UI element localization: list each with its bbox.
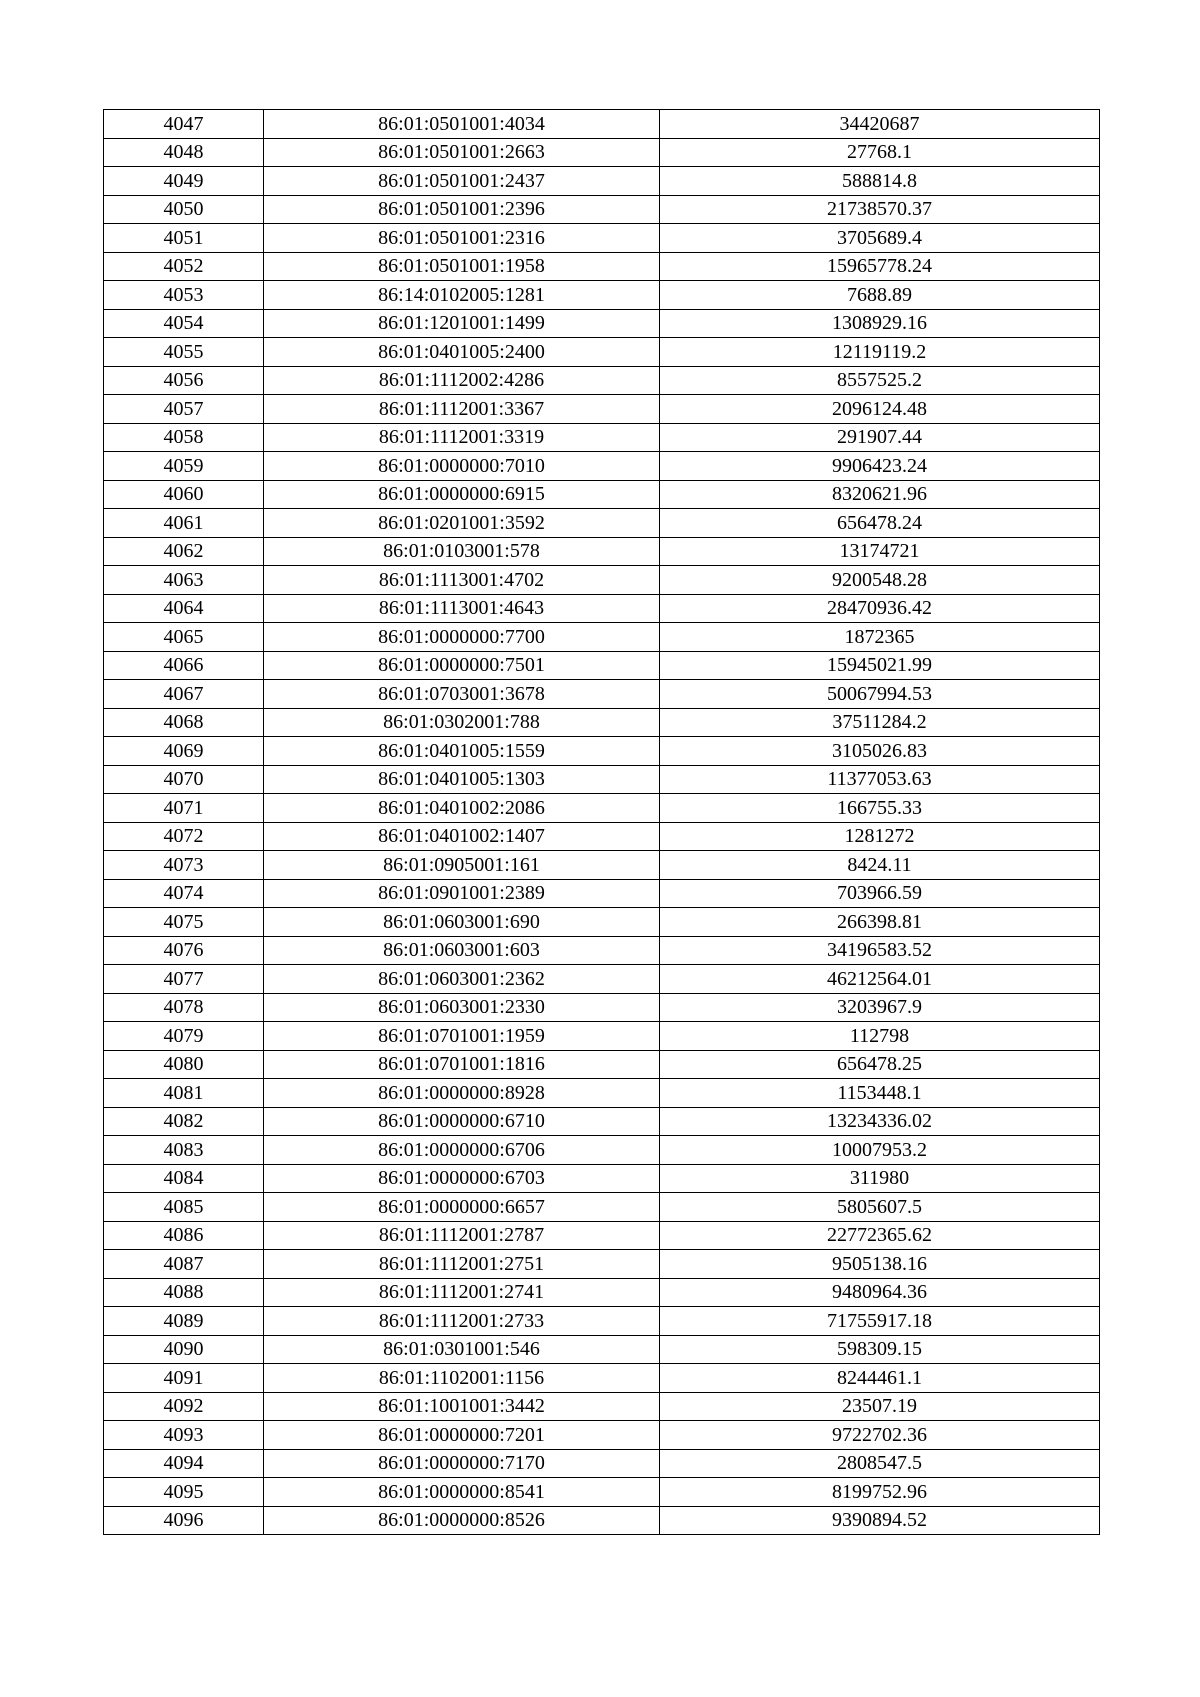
cadastral-number-cell: 86:01:0501001:4034 bbox=[264, 110, 660, 139]
value-cell: 8557525.2 bbox=[660, 366, 1100, 395]
row-number-cell: 4055 bbox=[104, 338, 264, 367]
table-row bbox=[104, 167, 1100, 196]
table-row bbox=[104, 1022, 1100, 1051]
cadastral-number-cell: 86:14:0102005:1281 bbox=[264, 281, 660, 310]
value-cell: 266398.81 bbox=[660, 908, 1100, 937]
row-number-cell: 4068 bbox=[104, 708, 264, 737]
value-cell: 15965778.24 bbox=[660, 252, 1100, 281]
value-cell: 7688.89 bbox=[660, 281, 1100, 310]
cadastral-number-cell: 86:01:1001001:3442 bbox=[264, 1392, 660, 1421]
table-row bbox=[104, 851, 1100, 880]
cadastral-number-cell: 86:01:0901001:2389 bbox=[264, 879, 660, 908]
table-row bbox=[104, 509, 1100, 538]
table-row bbox=[104, 765, 1100, 794]
row-number-cell: 4081 bbox=[104, 1079, 264, 1108]
table-row bbox=[104, 366, 1100, 395]
row-number-cell: 4077 bbox=[104, 965, 264, 994]
row-number-cell: 4088 bbox=[104, 1278, 264, 1307]
row-number-cell: 4056 bbox=[104, 366, 264, 395]
value-cell: 703966.59 bbox=[660, 879, 1100, 908]
table-row bbox=[104, 651, 1100, 680]
value-cell: 1281272 bbox=[660, 822, 1100, 851]
row-number-cell: 4060 bbox=[104, 480, 264, 509]
row-number-cell: 4070 bbox=[104, 765, 264, 794]
cadastral-number-cell: 86:01:0000000:7501 bbox=[264, 651, 660, 680]
value-cell: 656478.25 bbox=[660, 1050, 1100, 1079]
cadastral-value-table bbox=[103, 109, 1100, 1535]
cadastral-number-cell: 86:01:1112001:3367 bbox=[264, 395, 660, 424]
cadastral-number-cell: 86:01:0000000:7201 bbox=[264, 1421, 660, 1450]
table-row bbox=[104, 138, 1100, 167]
value-cell: 13234336.02 bbox=[660, 1107, 1100, 1136]
row-number-cell: 4083 bbox=[104, 1136, 264, 1165]
cadastral-number-cell: 86:01:0603001:2330 bbox=[264, 993, 660, 1022]
cadastral-number-cell: 86:01:0000000:7170 bbox=[264, 1449, 660, 1478]
value-cell: 22772365.62 bbox=[660, 1221, 1100, 1250]
cadastral-number-cell: 86:01:0000000:7010 bbox=[264, 452, 660, 481]
row-number-cell: 4085 bbox=[104, 1193, 264, 1222]
value-cell: 3105026.83 bbox=[660, 737, 1100, 766]
row-number-cell: 4084 bbox=[104, 1164, 264, 1193]
cadastral-number-cell: 86:01:1112001:3319 bbox=[264, 423, 660, 452]
row-number-cell: 4058 bbox=[104, 423, 264, 452]
cadastral-number-cell: 86:01:0501001:1958 bbox=[264, 252, 660, 281]
table-row bbox=[104, 965, 1100, 994]
value-cell: 166755.33 bbox=[660, 794, 1100, 823]
table-row bbox=[104, 452, 1100, 481]
row-number-cell: 4090 bbox=[104, 1335, 264, 1364]
value-cell: 23507.19 bbox=[660, 1392, 1100, 1421]
table-row bbox=[104, 309, 1100, 338]
value-cell: 9390894.52 bbox=[660, 1506, 1100, 1535]
row-number-cell: 4076 bbox=[104, 936, 264, 965]
cadastral-number-cell: 86:01:0501001:2316 bbox=[264, 224, 660, 253]
table-row bbox=[104, 110, 1100, 139]
row-number-cell: 4095 bbox=[104, 1478, 264, 1507]
row-number-cell: 4071 bbox=[104, 794, 264, 823]
table-row bbox=[104, 993, 1100, 1022]
cadastral-number-cell: 86:01:0603001:603 bbox=[264, 936, 660, 965]
value-cell: 8199752.96 bbox=[660, 1478, 1100, 1507]
cadastral-number-cell: 86:01:0905001:161 bbox=[264, 851, 660, 880]
table-body bbox=[104, 110, 1100, 1535]
row-number-cell: 4059 bbox=[104, 452, 264, 481]
table-row bbox=[104, 252, 1100, 281]
cadastral-number-cell: 86:01:0000000:6915 bbox=[264, 480, 660, 509]
row-number-cell: 4094 bbox=[104, 1449, 264, 1478]
value-cell: 50067994.53 bbox=[660, 680, 1100, 709]
value-cell: 34196583.52 bbox=[660, 936, 1100, 965]
row-number-cell: 4096 bbox=[104, 1506, 264, 1535]
table-row bbox=[104, 338, 1100, 367]
value-cell: 8424.11 bbox=[660, 851, 1100, 880]
cadastral-number-cell: 86:01:0603001:690 bbox=[264, 908, 660, 937]
value-cell: 5805607.5 bbox=[660, 1193, 1100, 1222]
value-cell: 13174721 bbox=[660, 537, 1100, 566]
cadastral-number-cell: 86:01:0401005:1303 bbox=[264, 765, 660, 794]
value-cell: 9906423.24 bbox=[660, 452, 1100, 481]
row-number-cell: 4087 bbox=[104, 1250, 264, 1279]
cadastral-number-cell: 86:01:0501001:2437 bbox=[264, 167, 660, 196]
row-number-cell: 4073 bbox=[104, 851, 264, 880]
value-cell: 1308929.16 bbox=[660, 309, 1100, 338]
table-row bbox=[104, 224, 1100, 253]
table-row bbox=[104, 1136, 1100, 1165]
cadastral-number-cell: 86:01:1112001:2733 bbox=[264, 1307, 660, 1336]
table-row bbox=[104, 623, 1100, 652]
row-number-cell: 4092 bbox=[104, 1392, 264, 1421]
table-row bbox=[104, 822, 1100, 851]
cadastral-number-cell: 86:01:0103001:578 bbox=[264, 537, 660, 566]
cadastral-number-cell: 86:01:0301001:546 bbox=[264, 1335, 660, 1364]
table-row bbox=[104, 708, 1100, 737]
cadastral-number-cell: 86:01:0401002:2086 bbox=[264, 794, 660, 823]
row-number-cell: 4052 bbox=[104, 252, 264, 281]
row-number-cell: 4057 bbox=[104, 395, 264, 424]
row-number-cell: 4054 bbox=[104, 309, 264, 338]
table-row bbox=[104, 195, 1100, 224]
row-number-cell: 4074 bbox=[104, 879, 264, 908]
cadastral-number-cell: 86:01:1113001:4702 bbox=[264, 566, 660, 595]
cadastral-number-cell: 86:01:0701001:1959 bbox=[264, 1022, 660, 1051]
row-number-cell: 4053 bbox=[104, 281, 264, 310]
cadastral-number-cell: 86:01:1112001:2751 bbox=[264, 1250, 660, 1279]
table-row bbox=[104, 1364, 1100, 1393]
table-row bbox=[104, 680, 1100, 709]
table-row bbox=[104, 1392, 1100, 1421]
table-row bbox=[104, 879, 1100, 908]
table-row bbox=[104, 395, 1100, 424]
cadastral-number-cell: 86:01:1102001:1156 bbox=[264, 1364, 660, 1393]
table-row bbox=[104, 1221, 1100, 1250]
cadastral-number-cell: 86:01:0501001:2396 bbox=[264, 195, 660, 224]
value-cell: 2808547.5 bbox=[660, 1449, 1100, 1478]
cadastral-number-cell: 86:01:1112001:2787 bbox=[264, 1221, 660, 1250]
value-cell: 21738570.37 bbox=[660, 195, 1100, 224]
row-number-cell: 4051 bbox=[104, 224, 264, 253]
row-number-cell: 4050 bbox=[104, 195, 264, 224]
row-number-cell: 4049 bbox=[104, 167, 264, 196]
cadastral-number-cell: 86:01:0302001:788 bbox=[264, 708, 660, 737]
value-cell: 12119119.2 bbox=[660, 338, 1100, 367]
value-cell: 1153448.1 bbox=[660, 1079, 1100, 1108]
value-cell: 10007953.2 bbox=[660, 1136, 1100, 1165]
row-number-cell: 4078 bbox=[104, 993, 264, 1022]
value-cell: 37511284.2 bbox=[660, 708, 1100, 737]
row-number-cell: 4063 bbox=[104, 566, 264, 595]
row-number-cell: 4091 bbox=[104, 1364, 264, 1393]
table-row bbox=[104, 1421, 1100, 1450]
table-row bbox=[104, 594, 1100, 623]
table-row bbox=[104, 1079, 1100, 1108]
cadastral-number-cell: 86:01:0000000:6703 bbox=[264, 1164, 660, 1193]
value-cell: 311980 bbox=[660, 1164, 1100, 1193]
cadastral-number-cell: 86:01:0401002:1407 bbox=[264, 822, 660, 851]
row-number-cell: 4072 bbox=[104, 822, 264, 851]
row-number-cell: 4067 bbox=[104, 680, 264, 709]
row-number-cell: 4079 bbox=[104, 1022, 264, 1051]
table-row bbox=[104, 1506, 1100, 1535]
table-row bbox=[104, 1478, 1100, 1507]
row-number-cell: 4047 bbox=[104, 110, 264, 139]
cadastral-number-cell: 86:01:1112002:4286 bbox=[264, 366, 660, 395]
table-row bbox=[104, 1307, 1100, 1336]
table-row bbox=[104, 537, 1100, 566]
value-cell: 8244461.1 bbox=[660, 1364, 1100, 1393]
cadastral-number-cell: 86:01:0401005:2400 bbox=[264, 338, 660, 367]
table-row bbox=[104, 1335, 1100, 1364]
value-cell: 27768.1 bbox=[660, 138, 1100, 167]
cadastral-number-cell: 86:01:0501001:2663 bbox=[264, 138, 660, 167]
row-number-cell: 4048 bbox=[104, 138, 264, 167]
row-number-cell: 4065 bbox=[104, 623, 264, 652]
table-row bbox=[104, 1278, 1100, 1307]
value-cell: 34420687 bbox=[660, 110, 1100, 139]
value-cell: 588814.8 bbox=[660, 167, 1100, 196]
cadastral-number-cell: 86:01:0000000:6706 bbox=[264, 1136, 660, 1165]
row-number-cell: 4075 bbox=[104, 908, 264, 937]
cadastral-number-cell: 86:01:0000000:6710 bbox=[264, 1107, 660, 1136]
table-row bbox=[104, 737, 1100, 766]
table-row bbox=[104, 908, 1100, 937]
table-row bbox=[104, 281, 1100, 310]
cadastral-number-cell: 86:01:0401005:1559 bbox=[264, 737, 660, 766]
row-number-cell: 4064 bbox=[104, 594, 264, 623]
value-cell: 3203967.9 bbox=[660, 993, 1100, 1022]
cadastral-number-cell: 86:01:0000000:7700 bbox=[264, 623, 660, 652]
row-number-cell: 4093 bbox=[104, 1421, 264, 1450]
value-cell: 598309.15 bbox=[660, 1335, 1100, 1364]
value-cell: 9200548.28 bbox=[660, 566, 1100, 595]
value-cell: 9722702.36 bbox=[660, 1421, 1100, 1450]
cadastral-number-cell: 86:01:1112001:2741 bbox=[264, 1278, 660, 1307]
value-cell: 112798 bbox=[660, 1022, 1100, 1051]
table-row bbox=[104, 936, 1100, 965]
table-row bbox=[104, 1250, 1100, 1279]
row-number-cell: 4062 bbox=[104, 537, 264, 566]
value-cell: 15945021.99 bbox=[660, 651, 1100, 680]
cadastral-number-cell: 86:01:1113001:4643 bbox=[264, 594, 660, 623]
cadastral-number-cell: 86:01:0703001:3678 bbox=[264, 680, 660, 709]
cadastral-number-cell: 86:01:0000000:8526 bbox=[264, 1506, 660, 1535]
value-cell: 46212564.01 bbox=[660, 965, 1100, 994]
row-number-cell: 4066 bbox=[104, 651, 264, 680]
table-row bbox=[104, 566, 1100, 595]
value-cell: 28470936.42 bbox=[660, 594, 1100, 623]
table-row bbox=[104, 1449, 1100, 1478]
row-number-cell: 4069 bbox=[104, 737, 264, 766]
row-number-cell: 4089 bbox=[104, 1307, 264, 1336]
value-cell: 1872365 bbox=[660, 623, 1100, 652]
value-cell: 71755917.18 bbox=[660, 1307, 1100, 1336]
cadastral-number-cell: 86:01:0000000:6657 bbox=[264, 1193, 660, 1222]
value-cell: 2096124.48 bbox=[660, 395, 1100, 424]
row-number-cell: 4080 bbox=[104, 1050, 264, 1079]
table-row bbox=[104, 794, 1100, 823]
table-row bbox=[104, 1050, 1100, 1079]
table-row bbox=[104, 480, 1100, 509]
value-cell: 9480964.36 bbox=[660, 1278, 1100, 1307]
cadastral-number-cell: 86:01:0701001:1816 bbox=[264, 1050, 660, 1079]
row-number-cell: 4082 bbox=[104, 1107, 264, 1136]
cadastral-number-cell: 86:01:0000000:8541 bbox=[264, 1478, 660, 1507]
table-row bbox=[104, 1193, 1100, 1222]
value-cell: 9505138.16 bbox=[660, 1250, 1100, 1279]
cadastral-number-cell: 86:01:1201001:1499 bbox=[264, 309, 660, 338]
value-cell: 3705689.4 bbox=[660, 224, 1100, 253]
table-row bbox=[104, 1164, 1100, 1193]
value-cell: 8320621.96 bbox=[660, 480, 1100, 509]
table-row bbox=[104, 1107, 1100, 1136]
cadastral-number-cell: 86:01:0201001:3592 bbox=[264, 509, 660, 538]
value-cell: 656478.24 bbox=[660, 509, 1100, 538]
value-cell: 291907.44 bbox=[660, 423, 1100, 452]
cadastral-number-cell: 86:01:0000000:8928 bbox=[264, 1079, 660, 1108]
value-cell: 11377053.63 bbox=[660, 765, 1100, 794]
row-number-cell: 4086 bbox=[104, 1221, 264, 1250]
row-number-cell: 4061 bbox=[104, 509, 264, 538]
table-row bbox=[104, 423, 1100, 452]
cadastral-number-cell: 86:01:0603001:2362 bbox=[264, 965, 660, 994]
